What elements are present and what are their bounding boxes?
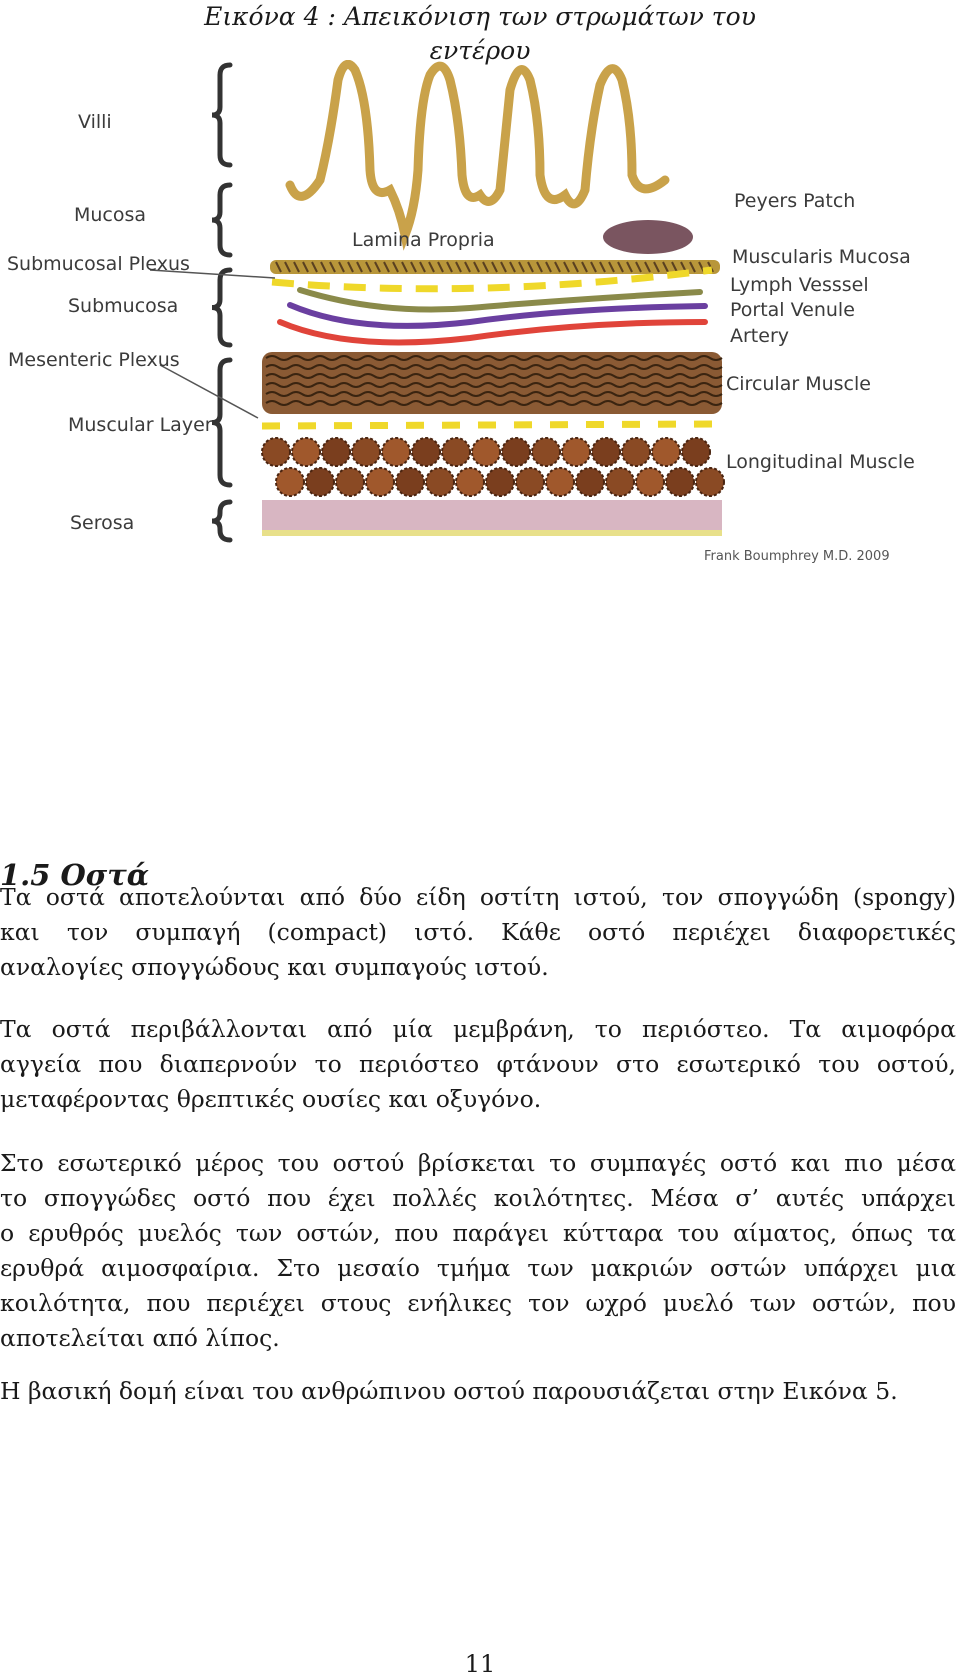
label-mucosa: Mucosa bbox=[74, 204, 147, 226]
muscle-clump bbox=[696, 468, 724, 496]
villi-outline bbox=[290, 64, 665, 235]
muscle-clump bbox=[576, 468, 604, 496]
paragraph-line: Η βασική δομή είναι του ανθρώπινου οστού παρουσιάζεται στην Εικόνα 5. bbox=[0, 1377, 898, 1405]
layer-bracket bbox=[212, 270, 230, 345]
label-villi: Villi bbox=[78, 111, 112, 133]
label-lamina-propria: Lamina Propria bbox=[352, 229, 495, 251]
label-lymph-vessel: Lymph Vesssel bbox=[730, 274, 869, 296]
peyers-patch bbox=[603, 220, 693, 254]
muscle-clump bbox=[636, 468, 664, 496]
muscle-clump bbox=[546, 468, 574, 496]
layer-bracket bbox=[212, 185, 230, 255]
paragraph-line: Τα οστά περιβάλλονται από μία μεμβράνη, το περιόστεο. Τα αιμοφόρα bbox=[0, 1015, 956, 1043]
figure-credit: Frank Boumphrey M.D. 2009 bbox=[704, 549, 890, 564]
muscle-clump bbox=[652, 438, 680, 466]
label-longitudinal-muscle: Longitudinal Muscle bbox=[726, 451, 915, 473]
figure-caption: Εικόνα 4 : Απεικόνιση των στρωμάτων του εντέρου bbox=[204, 2, 756, 65]
page-number: 11 bbox=[464, 1650, 496, 1678]
lower-lymph-dashes bbox=[262, 424, 712, 426]
muscle-clump bbox=[562, 438, 590, 466]
paragraph-line: και τον συμπαγή (compact) ιστό. Κάθε οστό περιέχει διαφορετικές bbox=[0, 918, 956, 946]
muscle-clump bbox=[262, 438, 290, 466]
intestine-layers-figure bbox=[0, 60, 960, 620]
muscle-clump bbox=[532, 438, 560, 466]
label-muscular-layer: Muscular Layer bbox=[68, 414, 213, 436]
label-serosa: Serosa bbox=[70, 512, 135, 534]
label-artery: Artery bbox=[730, 325, 790, 347]
paragraph-line: το σπογγώδες οστό που έχει πολλές κοιλότητες. Μέσα σ’ αυτές υπάρχει bbox=[0, 1184, 956, 1212]
muscle-clump bbox=[412, 438, 440, 466]
label-submucosa: Submucosa bbox=[68, 295, 179, 317]
label-peyers-patch: Peyers Patch bbox=[734, 190, 856, 212]
muscle-clump bbox=[516, 468, 544, 496]
label-circular-muscle: Circular Muscle bbox=[726, 373, 871, 395]
artery-line bbox=[280, 322, 705, 342]
muscle-clump bbox=[472, 438, 500, 466]
muscle-clump bbox=[666, 468, 694, 496]
serosa-edge bbox=[262, 530, 722, 536]
muscle-clump bbox=[456, 468, 484, 496]
muscle-clump bbox=[352, 438, 380, 466]
muscle-clump bbox=[366, 468, 394, 496]
muscle-clump bbox=[426, 468, 454, 496]
muscle-clump bbox=[486, 468, 514, 496]
label-submucosal-plexus: Submucosal Plexus bbox=[7, 253, 190, 275]
label-mesenteric-plexus: Mesenteric Plexus bbox=[8, 349, 180, 371]
muscle-clump bbox=[292, 438, 320, 466]
paragraph-line: αναλογίες σπογγώδους και συμπαγούς ιστού. bbox=[0, 953, 549, 981]
muscle-clump bbox=[622, 438, 650, 466]
muscle-clump bbox=[322, 438, 350, 466]
paragraph-line: ερυθρά αιμοσφαίρια. Στο μεσαίο τμήμα των μακριών οστών υπάρχει μια bbox=[0, 1254, 956, 1282]
layer-bracket bbox=[212, 502, 230, 540]
muscle-clump bbox=[606, 468, 634, 496]
muscle-clump bbox=[592, 438, 620, 466]
paragraph-line: μεταφέροντας θρεπτικές ουσίες και οξυγόνο. bbox=[0, 1085, 542, 1113]
paragraph-line: κοιλότητα, που περιέχει στους ενήλικες τον ωχρό μυελό των οστών, που bbox=[0, 1289, 956, 1317]
paragraph-line: αγγεία που διαπερνούν το περιόστεο φτάνουν στο εσωτερικό του οστού, bbox=[0, 1050, 956, 1078]
paragraph-line: Στο εσωτερικό μέρος του οστού βρίσκεται το συμπαγές οστό και πιο μέσα bbox=[0, 1149, 956, 1177]
muscle-clump bbox=[682, 438, 710, 466]
muscle-clump bbox=[396, 468, 424, 496]
muscle-clump bbox=[276, 468, 304, 496]
serosa-band bbox=[262, 500, 722, 530]
label-portal-venule: Portal Venule bbox=[730, 299, 855, 321]
paragraph-line: αποτελείται από λίπος. bbox=[0, 1324, 280, 1352]
paragraph-line: Τα οστά αποτελούνται από δύο είδη οστίτη ιστού, τον σπογγώδη (spongy) bbox=[0, 883, 956, 911]
muscle-clump bbox=[382, 438, 410, 466]
label-muscularis-mucosa: Muscularis Mucosa bbox=[732, 246, 911, 268]
muscle-clump bbox=[336, 468, 364, 496]
layer-bracket bbox=[212, 65, 230, 165]
paragraph-line: ο ερυθρός μυελός των οστών, που παράγει κύτταρα του αίματος, όπως τα bbox=[0, 1219, 956, 1247]
section-heading: 1.5 Οστά bbox=[0, 858, 150, 892]
muscle-clump bbox=[306, 468, 334, 496]
muscle-clump bbox=[502, 438, 530, 466]
muscle-clump bbox=[442, 438, 470, 466]
layer-bracket bbox=[212, 360, 230, 485]
longitudinal-muscle-clumps bbox=[262, 438, 724, 496]
